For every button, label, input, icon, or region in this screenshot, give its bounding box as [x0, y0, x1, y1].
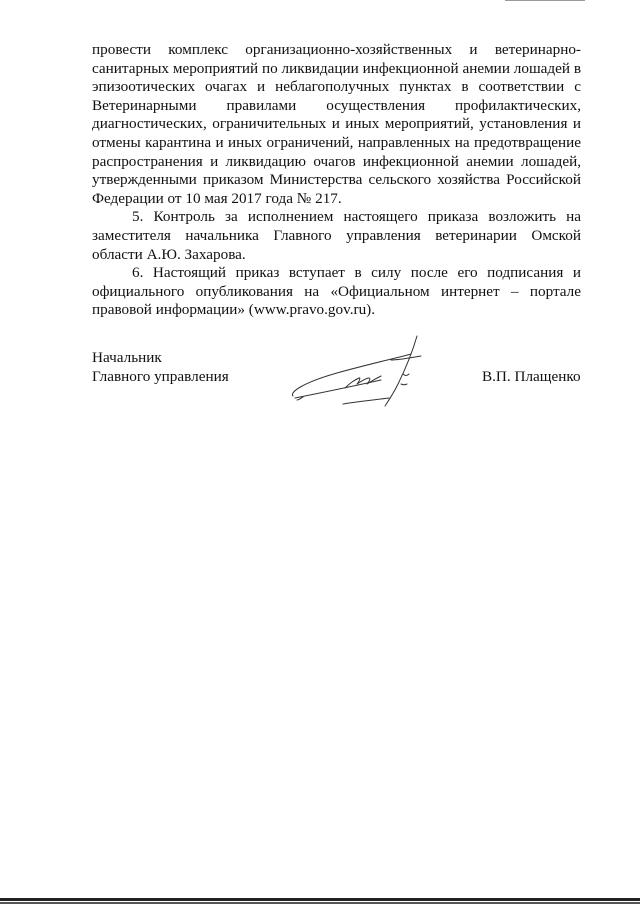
- signer-title-line1: Начальник: [92, 349, 162, 366]
- scan-edge-top: [505, 0, 585, 1]
- scan-edge-bottom: [0, 898, 640, 901]
- paragraph-5: 5. Контроль за исполнением настоящего приказа возложить на заместителя начальника Главного управления ветеринарии Омской области А.Ю. Захарова.: [92, 208, 581, 263]
- signer-title-line2: Главного управления: [92, 367, 229, 385]
- signer-title: [92, 349, 292, 386]
- paragraph-6: 6. Настоящий приказ вступает в силу после его подписания и официального опубликования на «Официальном интернет – портале правовой информации» (www.pravo.gov.ru).: [92, 264, 581, 319]
- paragraph-continuation: провести комплекс организационно-хозяйственных и ветеринарно-санитарных мероприятий по ликвидации инфекционной анемии лошадей в эпизоотических очагах и неблагополучных пунктах в соответствии с Ветеринарными правилами осуществления профилактических, диагностических, ограничительных и иных мероприятий, установления и отмены карантина и иных ограничений, направленных на предотвращение распространения и ликвидацию очагов инфекционной анемии лошадей, утвержденными приказом Министерства сельского хозяйства Российской Федерации от 10 мая 2017 года № 217.: [92, 41, 581, 207]
- scan-edge-bottom-shadow: [0, 902, 640, 904]
- handwritten-signature: [285, 330, 435, 410]
- signer-name: В.П. Плащенко: [482, 367, 581, 385]
- document-body: [92, 41, 581, 320]
